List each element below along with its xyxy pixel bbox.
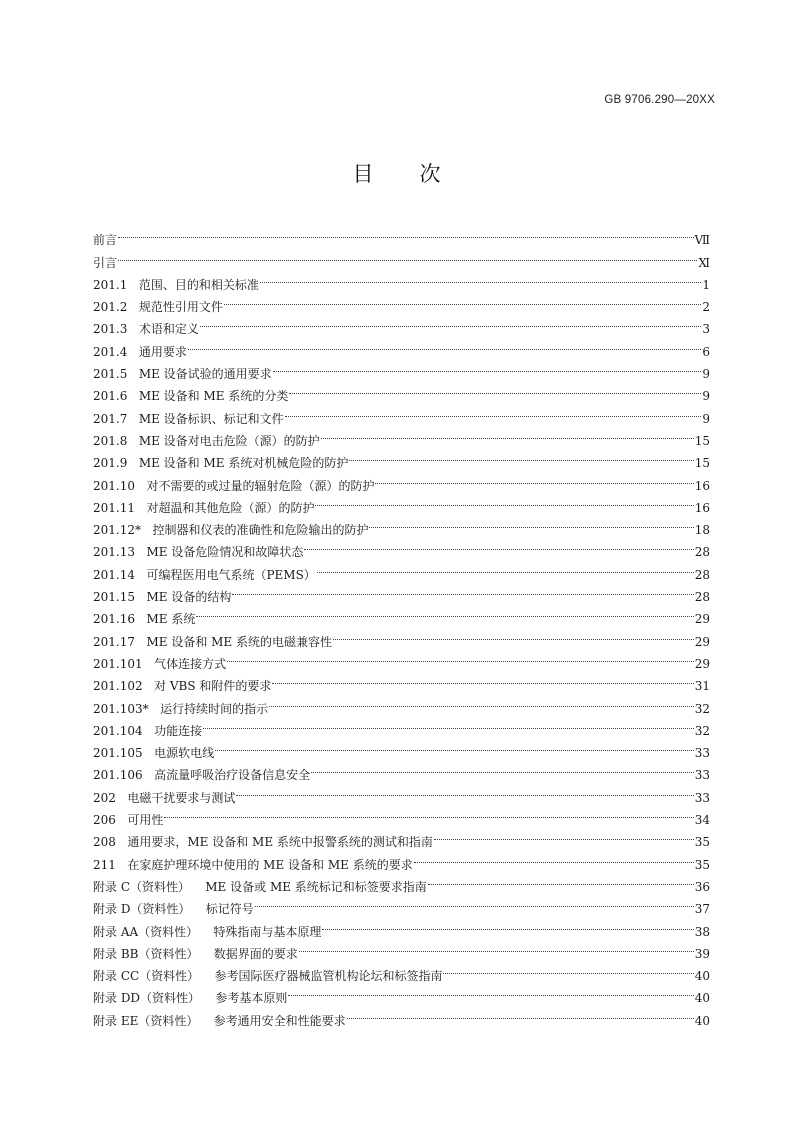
toc-entry-number: 201.9 bbox=[93, 456, 128, 471]
toc-entry-title: 参考基本原则 bbox=[215, 991, 288, 1006]
toc-entry-page: 32 bbox=[694, 701, 710, 716]
toc-entry-title: 术语和定义 bbox=[138, 322, 199, 337]
toc-entry-title: 控制器和仪表的准确性和危险输出的防护 bbox=[152, 523, 369, 538]
toc-leader-dots bbox=[349, 445, 693, 467]
toc-entry-page: 29 bbox=[694, 612, 710, 627]
toc-entry-title: 高流量呼吸治疗设备信息安全 bbox=[154, 768, 311, 783]
toc-entry-number: 201.12* bbox=[93, 523, 141, 538]
toc-entry-title: 电磁干扰要求与测试 bbox=[127, 790, 236, 805]
toc-entry-number: 201.1 bbox=[93, 277, 128, 292]
toc-entry-gap bbox=[198, 921, 213, 943]
toc-leader-dots bbox=[224, 289, 702, 311]
toc-entry-page: 28 bbox=[694, 545, 710, 560]
toc-entry-gap bbox=[198, 943, 213, 965]
toc-entry-page: 9 bbox=[702, 389, 710, 404]
toc-entry-gap bbox=[198, 1010, 213, 1032]
toc-entry-title: 参考通用安全和性能要求 bbox=[213, 1013, 346, 1028]
toc-entry-gap bbox=[135, 475, 146, 497]
toc-entry-gap bbox=[143, 675, 154, 697]
toc-entry-title: 功能连接 bbox=[154, 723, 203, 738]
toc-entry-title: 规范性引用文件 bbox=[138, 300, 223, 315]
toc-leader-dots bbox=[321, 423, 694, 445]
toc-entry-page: 6 bbox=[702, 344, 710, 359]
toc-entry-title: 运行持续时间的指示 bbox=[160, 701, 269, 716]
toc-leader-dots bbox=[273, 356, 702, 378]
toc-entry-gap bbox=[135, 608, 146, 630]
toc-leader-dots bbox=[443, 958, 693, 980]
toc-entry-number: 201.17 bbox=[93, 634, 135, 649]
toc-entry-page: 34 bbox=[694, 813, 710, 828]
toc-entry-page: 29 bbox=[694, 634, 710, 649]
title-part-1: 目 bbox=[352, 162, 374, 186]
toc-entry-page: 40 bbox=[694, 991, 710, 1006]
toc-entry-number: 201.11 bbox=[93, 500, 135, 515]
toc-entry-page: 40 bbox=[694, 969, 710, 984]
toc-entry-gap bbox=[135, 497, 146, 519]
toc-entry-page: 35 bbox=[694, 835, 710, 850]
toc-leader-dots bbox=[285, 400, 702, 422]
toc-entry-number: 201.14 bbox=[93, 567, 135, 582]
toc-entry-number: 201.7 bbox=[93, 411, 128, 426]
toc-entry-gap bbox=[135, 631, 146, 653]
toc-entry-number: 206 bbox=[93, 813, 116, 828]
toc-leader-dots bbox=[272, 668, 693, 690]
toc-entry-number: 208 bbox=[93, 835, 116, 850]
page-title bbox=[0, 158, 793, 188]
toc-leader-dots bbox=[304, 534, 693, 556]
toc-leader-dots bbox=[311, 757, 694, 779]
table-of-contents bbox=[93, 222, 710, 1028]
toc-leader-dots bbox=[215, 735, 694, 757]
toc-entry-page: 16 bbox=[694, 478, 710, 493]
toc-entry-page: 35 bbox=[694, 857, 710, 872]
toc-entry-number: 201.2 bbox=[93, 300, 128, 315]
toc-entry-page: Ⅺ bbox=[698, 255, 710, 270]
toc-entry-page: 38 bbox=[694, 924, 710, 939]
toc-entry-number: 201.4 bbox=[93, 344, 128, 359]
toc-entry-title: ME 设备和 ME 系统的分类 bbox=[138, 389, 289, 404]
toc-leader-dots bbox=[118, 222, 693, 244]
toc-entry-number: 201.3 bbox=[93, 322, 128, 337]
toc-leader-dots bbox=[414, 846, 694, 868]
toc-leader-dots bbox=[317, 556, 694, 578]
toc-entry-number: 附录 BB（资料性） bbox=[93, 946, 199, 961]
toc-entry-title: ME 系统 bbox=[146, 612, 196, 627]
toc-entry-page: 15 bbox=[694, 456, 710, 471]
toc-entry-page: 3 bbox=[702, 322, 710, 337]
toc-leader-dots bbox=[260, 267, 702, 289]
toc-entry[interactable] bbox=[93, 824, 710, 850]
toc-entry-gap bbox=[127, 363, 138, 385]
toc-entry-number: 201.105 bbox=[93, 746, 143, 761]
toc-entry-gap bbox=[116, 787, 127, 809]
toc-entry-gap bbox=[116, 809, 127, 831]
toc-entry[interactable] bbox=[93, 244, 710, 270]
toc-entry-title: ME 设备对电击危险（源）的防护 bbox=[138, 433, 320, 448]
toc-entry-page: 33 bbox=[694, 790, 710, 805]
toc-entry-gap bbox=[190, 898, 205, 920]
toc-entry-gap bbox=[116, 831, 127, 853]
toc-entry-title: ME 设备标识、标记和文件 bbox=[138, 411, 284, 426]
toc-entry-title: ME 设备试验的通用要求 bbox=[138, 367, 272, 382]
toc-entry-title: ME 设备危险情况和故障状态 bbox=[146, 545, 304, 560]
toc-entry-page: 28 bbox=[694, 567, 710, 582]
toc-entry-gap bbox=[127, 274, 138, 296]
toc-leader-dots bbox=[434, 824, 694, 846]
toc-leader-dots bbox=[200, 311, 702, 333]
toc-entry-gap bbox=[127, 318, 138, 340]
document-code: GB 9706.290—20XX bbox=[604, 94, 715, 106]
toc-entry-title: 引言 bbox=[93, 255, 118, 270]
toc-entry-number: 201.104 bbox=[93, 723, 143, 738]
toc-leader-dots bbox=[227, 646, 694, 668]
toc-entry-number: 附录 D（资料性） bbox=[93, 902, 191, 917]
toc-entry-page: Ⅶ bbox=[694, 233, 710, 248]
toc-entry-number: 201.15 bbox=[93, 590, 135, 605]
toc-entry-title: 标记符号 bbox=[205, 902, 254, 917]
toc-entry-gap bbox=[190, 876, 205, 898]
toc-entry-number: 201.101 bbox=[93, 656, 143, 671]
toc-leader-dots bbox=[369, 512, 693, 534]
toc-entry[interactable] bbox=[93, 222, 710, 248]
toc-entry-gap bbox=[143, 742, 154, 764]
toc-leader-dots bbox=[315, 490, 693, 512]
toc-entry-number: 201.102 bbox=[93, 679, 143, 694]
toc-leader-dots bbox=[196, 601, 693, 623]
toc-entry-title: 气体连接方式 bbox=[154, 656, 227, 671]
toc-entry-gap bbox=[127, 408, 138, 430]
toc-entry-number: 201.106 bbox=[93, 768, 143, 783]
toc-leader-dots bbox=[203, 713, 694, 735]
toc-entry-number: 201.13 bbox=[93, 545, 135, 560]
toc-entry-title: 前言 bbox=[93, 233, 118, 248]
toc-entry-number: 201.5 bbox=[93, 367, 128, 382]
toc-leader-dots bbox=[428, 869, 694, 891]
toc-entry-page: 40 bbox=[694, 1013, 710, 1028]
toc-leader-dots bbox=[255, 891, 694, 913]
toc-leader-dots bbox=[289, 378, 701, 400]
toc-entry-gap bbox=[135, 586, 146, 608]
toc-entry[interactable] bbox=[93, 802, 710, 828]
toc-entry-title: ME 设备的结构 bbox=[146, 590, 232, 605]
toc-entry-page: 2 bbox=[702, 300, 710, 315]
toc-entry-title: 电源软电线 bbox=[154, 746, 215, 761]
toc-leader-dots bbox=[322, 913, 693, 935]
toc-entry-title: ME 设备或 ME 系统标记和标签要求指南 bbox=[205, 879, 427, 894]
toc-entry-number: 201.10 bbox=[93, 478, 135, 493]
toc-entry-gap bbox=[127, 341, 138, 363]
toc-leader-dots bbox=[333, 623, 694, 645]
toc-entry-gap bbox=[199, 965, 214, 987]
toc-entry-title: 通用要求，ME 设备和 ME 系统中报警系统的测试和指南 bbox=[127, 835, 433, 850]
toc-entry-gap bbox=[141, 519, 152, 541]
toc-leader-dots bbox=[269, 690, 694, 712]
toc-entry-title: 数据界面的要求 bbox=[213, 946, 298, 961]
toc-entry-page: 33 bbox=[694, 768, 710, 783]
toc-entry-title: 可编程医用电气系统（PEMS） bbox=[146, 567, 316, 582]
toc-entry-number: 202 bbox=[93, 790, 116, 805]
toc-entry-gap bbox=[149, 698, 160, 720]
toc-entry-title: 参考国际医疗器械监管机构论坛和标签指南 bbox=[214, 969, 443, 984]
toc-entry-page: 18 bbox=[694, 523, 710, 538]
toc-entry-page: 29 bbox=[694, 656, 710, 671]
toc-entry-page: 39 bbox=[694, 946, 710, 961]
toc-entry-title: ME 设备和 ME 系统的电磁兼容性 bbox=[146, 634, 332, 649]
toc-entry-page: 16 bbox=[694, 500, 710, 515]
toc-leader-dots bbox=[347, 1002, 694, 1024]
toc-entry-number: 201.6 bbox=[93, 389, 128, 404]
toc-entry-page: 9 bbox=[702, 367, 710, 382]
toc-entry[interactable] bbox=[93, 267, 710, 292]
toc-entry-gap bbox=[135, 541, 146, 563]
toc-entry-number: 附录 CC（资料性） bbox=[93, 969, 200, 984]
toc-entry-title: 特殊指南与基本原理 bbox=[213, 924, 322, 939]
toc-entry-number: 附录 C（资料性） bbox=[93, 879, 190, 894]
toc-entry-number: 201.16 bbox=[93, 612, 135, 627]
toc-leader-dots bbox=[375, 467, 693, 489]
toc-entry-gap bbox=[135, 564, 146, 586]
toc-leader-dots bbox=[299, 936, 694, 958]
toc-leader-dots bbox=[236, 779, 693, 801]
toc-entry-title: 对 VBS 和附件的要求 bbox=[154, 679, 272, 694]
toc-entry-number: 201.103* bbox=[93, 701, 149, 716]
toc-entry-number: 211 bbox=[93, 857, 116, 872]
title-part-2: 次 bbox=[419, 162, 441, 186]
toc-entry-page: 33 bbox=[694, 746, 710, 761]
toc-entry-number: 201.8 bbox=[93, 433, 128, 448]
toc-entry-page: 31 bbox=[694, 679, 710, 694]
toc-entry-title: 对超温和其他危险（源）的防护 bbox=[146, 500, 315, 515]
toc-entry-gap bbox=[143, 764, 154, 786]
toc-entry-title: 范围、目的和相关标准 bbox=[138, 277, 259, 292]
toc-entry-page: 37 bbox=[694, 902, 710, 917]
toc-leader-dots bbox=[188, 333, 702, 355]
toc-entry-gap bbox=[127, 385, 138, 407]
toc-entry-gap bbox=[143, 720, 154, 742]
toc-entry-title: 可用性 bbox=[127, 813, 164, 828]
toc-entry-gap bbox=[127, 430, 138, 452]
toc-entry-title: 对不需要的或过量的辐射危险（源）的防护 bbox=[146, 478, 375, 493]
toc-leader-dots bbox=[164, 802, 693, 824]
toc-entry-title: 在家庭护理环境中使用的 ME 设备和 ME 系统的要求 bbox=[127, 857, 413, 872]
toc-entry-title: 通用要求 bbox=[138, 344, 187, 359]
toc-entry-page: 15 bbox=[694, 433, 710, 448]
toc-entry-gap bbox=[200, 987, 215, 1009]
toc-entry-page: 36 bbox=[694, 879, 710, 894]
toc-leader-dots bbox=[288, 980, 693, 1002]
toc-entry-gap bbox=[116, 854, 127, 876]
toc-leader-dots bbox=[232, 579, 693, 601]
toc-entry-gap bbox=[127, 452, 138, 474]
toc-entry-page: 9 bbox=[702, 411, 710, 426]
toc-entry-page: 1 bbox=[702, 277, 710, 292]
toc-leader-dots bbox=[118, 244, 697, 266]
toc-entry-number: 附录 DD（资料性） bbox=[93, 991, 201, 1006]
toc-entry-page: 32 bbox=[694, 723, 710, 738]
toc-entry-title: ME 设备和 ME 系统对机械危险的防护 bbox=[138, 456, 349, 471]
toc-entry-number: 附录 AA（资料性） bbox=[93, 924, 199, 939]
toc-entry-gap bbox=[127, 296, 138, 318]
toc-entry-number: 附录 EE（资料性） bbox=[93, 1013, 199, 1028]
toc-entry-gap bbox=[143, 653, 154, 675]
toc-entry-page: 28 bbox=[694, 590, 710, 605]
